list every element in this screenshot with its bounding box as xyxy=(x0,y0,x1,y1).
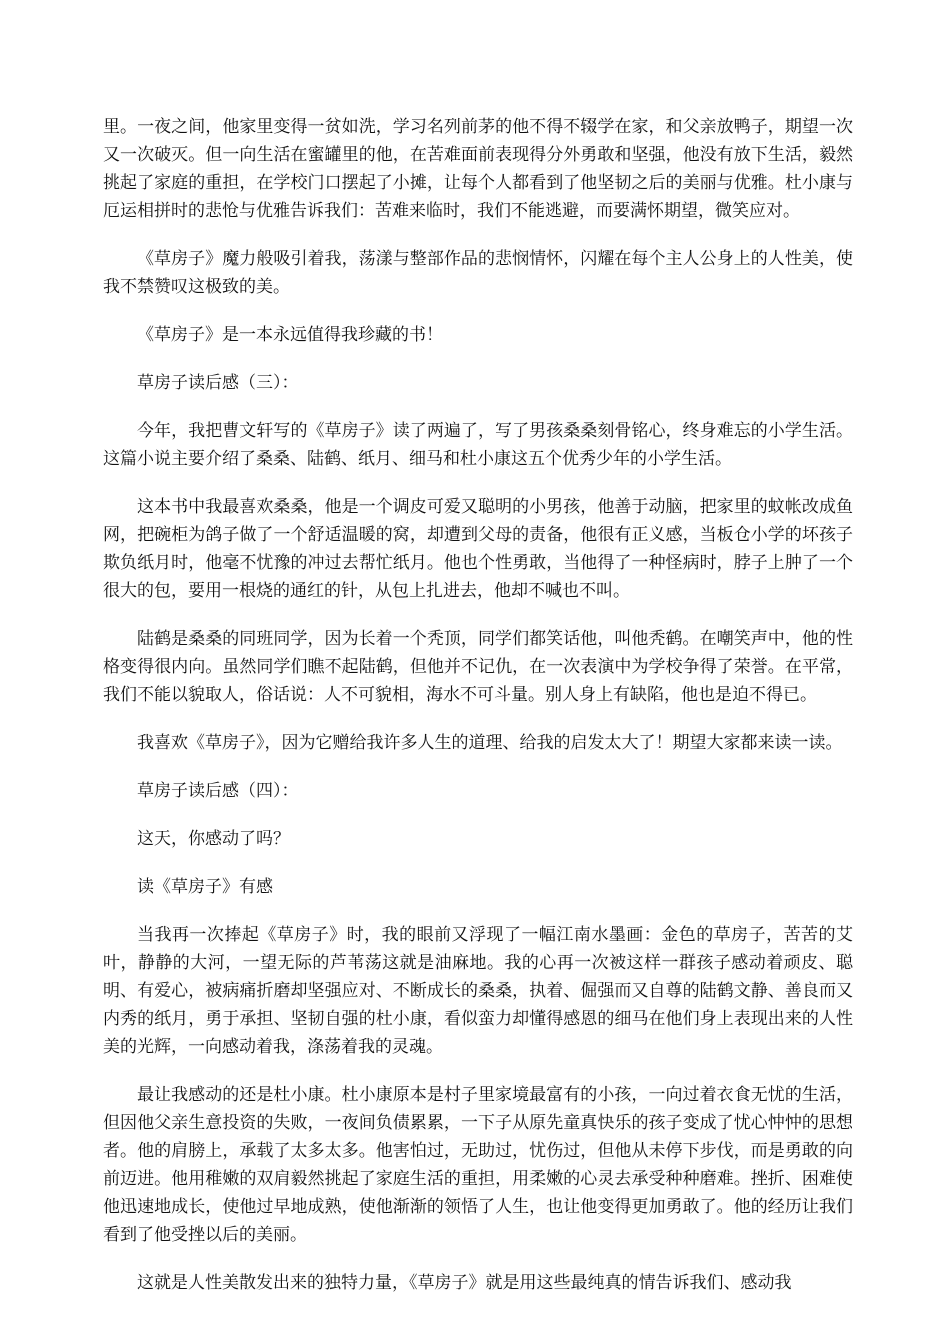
paragraph: 《草房子》魔力般吸引着我，荡漾与整部作品的悲悯情怀，闪耀在每个主人公身上的人性美，使我不禁赞叹这极致的美。 xyxy=(103,249,853,297)
essay-title: 读《草房子》有感 xyxy=(137,877,273,897)
paragraph: 这本书中我最喜欢桑桑，他是一个调皮可爱又聪明的小男孩，他善于动脑，把家里的蚊帐改成鱼网，把碗柜为鸽子做了一个舒适温暖的窝，却遭到父母的责备，他很有正义感，当板仓小学的坏孩子欺负纸月时，他毫不忧豫的冲过去帮忙纸月。他也个性勇敢，当他得了一种怪病时，脖子上肿了一个很大的包，要用一根烧的通红的针，从包上扎进去，他却不喊也不叫。 xyxy=(103,497,853,601)
paragraph: 最让我感动的还是杜小康。杜小康原本是村子里家境最富有的小孩，一向过着衣食无忧的生活，但因他父亲生意投资的失败，一夜间负债累累，一下子从原先童真快乐的孩子变成了忧心忡忡的思想者。他的肩膀上，承载了太多太多。他害怕过，无助过，忧伤过，但他从未停下步伐，而是勇敢的向前迈进。他用稚嫩的双肩毅然挑起了家庭生活的重担，用柔嫩的心灵去承受种种磨难。挫折、困难使他迅速地成长，使他过早地成熟，使他渐渐的领悟了人生，也让他变得更加勇敢了。他的经历让我们看到了他受挫以后的美丽。 xyxy=(103,1085,853,1245)
paragraph-continued: 里。一夜之间，他家里变得一贫如洗，学习名列前茅的他不得不辍学在家，和父亲放鸭子，期望一次又一次破灭。但一向生活在蜜罐里的他，在苦难面前表现得分外勇敢和坚强，他没有放下生活，毅然挑起了家庭的重担，在学校门口摆起了小摊，让每个人都看到了他坚韧之后的美丽与优雅。杜小康与厄运相拼时的悲怆与优雅告诉我们：苦难来临时，我们不能逃避，而要满怀期望，微笑应对。 xyxy=(103,117,853,221)
paragraph: 今年，我把曹文轩写的《草房子》读了两遍了，写了男孩桑桑刻骨铭心，终身难忘的小学生活。这篇小说主要介绍了桑桑、陆鹤、纸月、细马和杜小康这五个优秀少年的小学生活。 xyxy=(103,421,853,469)
paragraph: 《草房子》是一本永远值得我珍藏的书！ xyxy=(137,325,443,345)
paragraph: 这就是人性美散发出来的独特力量，《草房子》就是用这些最纯真的情告诉我们、感动我 xyxy=(137,1273,792,1293)
paragraph: 我喜欢《草房子》，因为它赠给我许多人生的道理、给我的启发太大了！期望大家都来读一读。 xyxy=(137,733,843,753)
paragraph: 当我再一次捧起《草房子》时，我的眼前又浮现了一幅江南水墨画：金色的草房子，苦苦的艾叶，静静的大河，一望无际的芦苇荡这就是油麻地。我的心再一次被这样一群孩子感动着顽皮、聪明、有爱心，被病痛折磨却坚强应对、不断成长的桑桑，执着、倔强而又自尊的陆鹤文静、善良而又内秀的纸月，勇于承担、坚韧自强的杜小康，看似蛮力却懂得感恩的细马在他们身上表现出来的人性美的光辉，一向感动着我，涤荡着我的灵魂。 xyxy=(103,925,853,1057)
document-body xyxy=(103,113,853,1317)
section-heading: 草房子读后感（三）： xyxy=(137,373,299,393)
section-heading: 草房子读后感（四）： xyxy=(137,781,299,801)
paragraph: 这天，你感动了吗？ xyxy=(137,829,290,849)
paragraph: 陆鹤是桑桑的同班同学，因为长着一个秃顶，同学们都笑话他，叫他秃鹤。在嘲笑声中，他的性格变得很内向。虽然同学们瞧不起陆鹤，但他并不记仇，在一次表演中为学校争得了荣誉。在平常，我们不能以貌取人，俗话说：人不可貌相，海水不可斗量。别人身上有缺陷，他也是迫不得已。 xyxy=(103,629,853,705)
